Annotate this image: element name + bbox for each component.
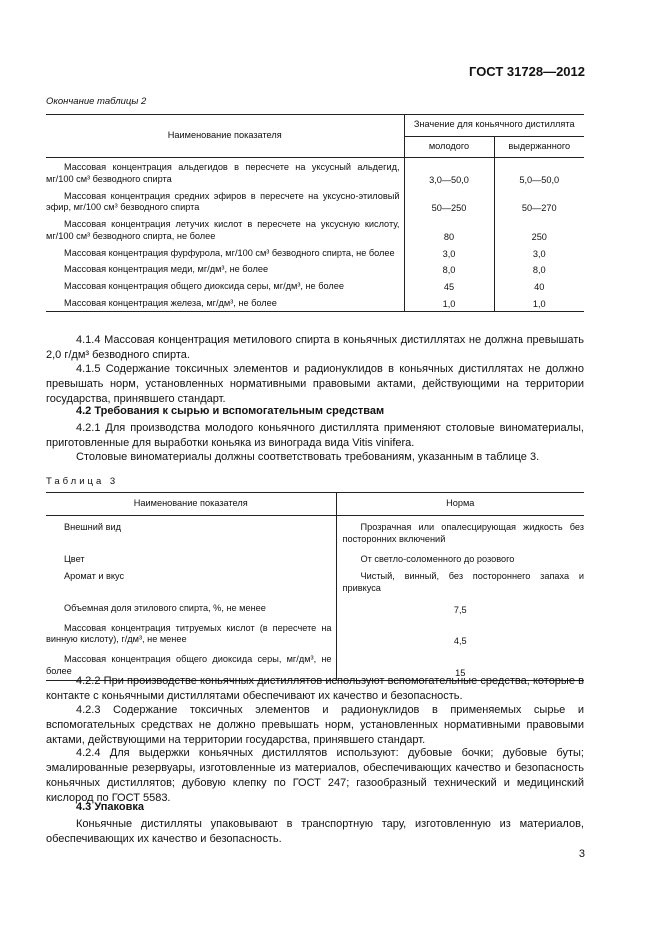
paragraph-4-2-2: 4.2.2 При производстве коньячных дистиллятов используют вспомогательные средства, которые в контакте с коньячными дистиллятами обеспечивают их качество и безопасность. xyxy=(46,675,584,702)
table-row xyxy=(46,597,584,617)
table-row xyxy=(46,294,584,311)
paragraph-4-1-4: 4.1.4 Массовая концентрация метилового спирта в коньячных дистиллятах не должна превышать 2,0 г/дм³ безводного спирта. xyxy=(46,334,584,361)
table-2 xyxy=(46,114,584,312)
row-young: 80 xyxy=(404,215,494,244)
row-aged: 5,0—50,0 xyxy=(519,174,560,185)
row-name: Массовая концентрация летучих кислот в пересчете на уксусную кислоту, мг/100 см³ безводного спирта, не более xyxy=(46,219,400,241)
row-name: Массовая концентрация общего диоксида серы, мг/дм³, не более xyxy=(46,654,332,676)
row-norm: 15 xyxy=(336,648,584,680)
row-norm: 7,5 xyxy=(453,604,467,615)
table2-col-aged: выдержанного xyxy=(494,136,584,158)
row-norm: Прозрачная или опалесцирующая жидкость без посторонних включений xyxy=(342,522,584,544)
row-name: Цвет xyxy=(64,553,85,564)
row-young: 3,0 xyxy=(404,244,494,261)
row-name: Массовая концентрация железа, мг/дм³, не более xyxy=(64,297,277,308)
row-name: Массовая концентрация меди, мг/дм³, не более xyxy=(64,264,269,275)
row-young: 1,0 xyxy=(404,294,494,311)
row-aged: 40 xyxy=(534,282,545,293)
table-row xyxy=(46,244,584,261)
table-row xyxy=(46,567,584,597)
table-row xyxy=(46,260,584,277)
row-aged: 250 xyxy=(531,231,547,242)
row-name: Аромат и вкус xyxy=(64,571,125,582)
table-row xyxy=(46,617,584,649)
row-young: 3,0—50,0 xyxy=(404,158,494,187)
paragraph-4-1-5: 4.1.5 Содержание токсичных элементов и радионуклидов в коньячных дистиллятах не должно превышать норм, установленных нормативными правовыми актами, действующими на территории государства, принявшего стандарт. xyxy=(46,363,584,405)
row-young: 8,0 xyxy=(404,260,494,277)
table3-col-norm: Норма xyxy=(336,493,584,516)
standard-number: ГОСТ 31728—2012 xyxy=(469,64,585,79)
table2-caption: Окончание таблицы 2 xyxy=(46,96,147,107)
row-norm: Чистый, винный, без постороннего запаха и привкуса xyxy=(342,571,584,594)
row-aged: 1,0 xyxy=(494,294,584,311)
row-name: Массовая концентрация титруемых кислот (в пересчете на винную кислоту), г/дм³, не менее xyxy=(46,622,332,645)
table2-col-group: Значение для коньячного дистиллята xyxy=(404,115,584,137)
row-name: Массовая концентрация фурфурола, мг/100 см³ безводного спирта, не более xyxy=(64,247,395,258)
table3-col-name: Наименование показателя xyxy=(46,493,336,516)
paragraph-4-3: Коньячные дистилляты упаковывают в транспортную тару, изготовленную из материалов, обеспечивающих их качество и безопасность. xyxy=(46,818,584,845)
row-norm: От светло-соломенного до розового xyxy=(360,553,515,564)
paragraph-4-2-1: 4.2.1 Для производства молодого коньячного дистиллята применяют столовые виноматериалы, приготовленные для выработки коньяка из винограда вида Vitis vinifera. xyxy=(46,422,584,449)
paragraph-4-2-3: 4.2.3 Содержание токсичных элементов и радионуклидов в применяемых сырье и вспомогательных средствах не должно превышать норм, установленных нормативными правовыми актами, действующими на территории государства, принявшего стандарт. xyxy=(46,704,584,746)
table-row xyxy=(46,215,584,244)
row-name: Внешний вид xyxy=(64,522,121,532)
row-name: Массовая концентрация общего диоксида серы, мг/дм³, не более xyxy=(64,281,344,292)
table-row xyxy=(46,158,584,187)
table-row xyxy=(46,187,584,216)
row-aged: 50—270 xyxy=(521,203,557,214)
section-4-2-heading: 4.2 Требования к сырью и вспомогательным средствам xyxy=(76,405,385,417)
row-norm: 4,5 xyxy=(453,636,467,647)
table-row xyxy=(46,277,584,294)
table3-caption: Таблица 3 xyxy=(46,476,119,487)
table-row xyxy=(46,548,584,568)
row-name: Объемная доля этилового спирта, %, не менее xyxy=(64,602,266,613)
row-aged: 8,0 xyxy=(532,265,546,276)
table2-col-young: молодого xyxy=(404,136,494,158)
row-name: Массовая концентрация средних эфиров в пересчете на уксусно-этиловый эфир, мг/100 см³ безводного спирта xyxy=(46,190,400,213)
table-row xyxy=(46,516,584,548)
row-aged: 3,0 xyxy=(532,248,546,259)
section-4-3-heading: 4.3 Упаковка xyxy=(76,801,144,813)
row-young: 50—250 xyxy=(404,187,494,216)
row-young: 45 xyxy=(404,277,494,294)
row-name: Массовая концентрация альдегидов в пересчете на уксусный альдегид, мг/100 см³ безводного спирта xyxy=(46,162,400,184)
paragraph-4-2-4: 4.2.4 Для выдержки коньячных дистиллятов используют: дубовые бочки; дубовые буты; эмалированные резервуары, изготовленные из материалов, обеспечивающих качество и безопасность коньячных дистиллятов; дубовую клепку по ГОСТ 247; газообразный технический и медицинский кислород по ГОСТ 5583. xyxy=(46,747,584,804)
table-3 xyxy=(46,492,584,681)
page-number: 3 xyxy=(578,848,585,860)
paragraph-table3-ref: Столовые виноматериалы должны соответствовать требованиям, указанным в таблице 3. xyxy=(76,451,540,463)
table2-col-name: Наименование показателя xyxy=(46,115,404,158)
